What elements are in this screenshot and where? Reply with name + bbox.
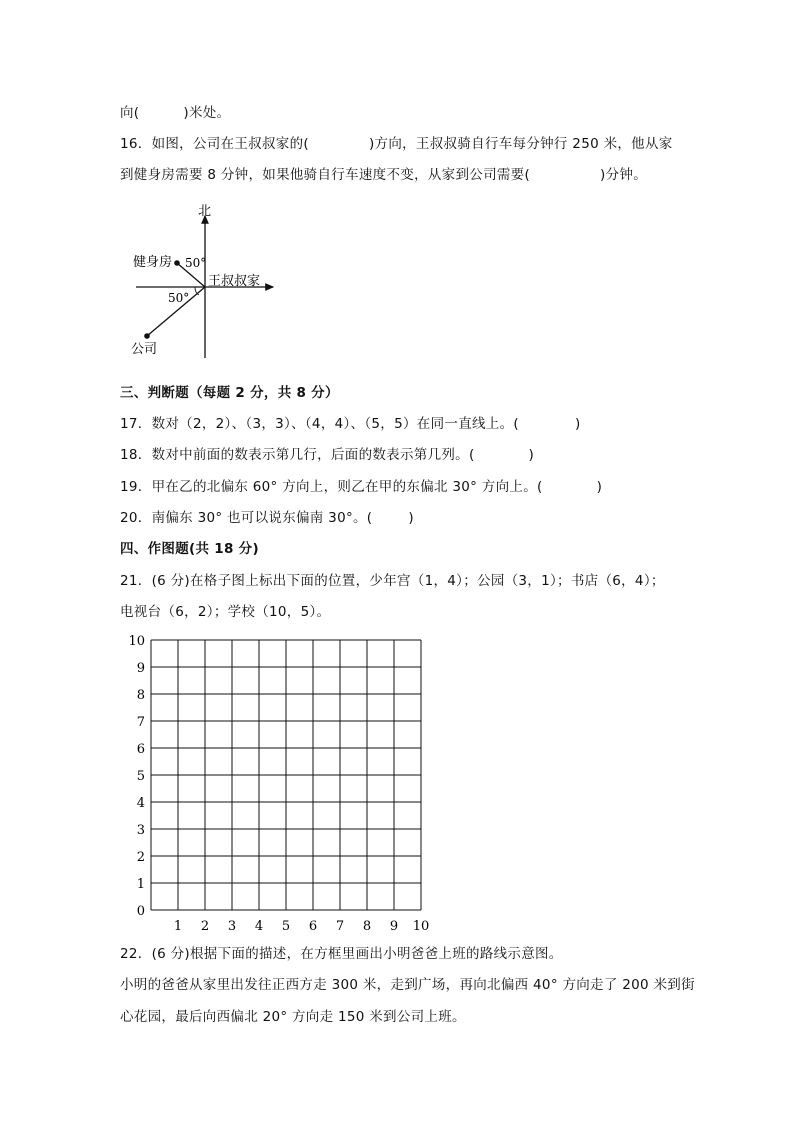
- q15-tail: [120, 104, 230, 122]
- x-tick-label: 2: [200, 919, 210, 934]
- y-tick-label: 10: [128, 634, 145, 649]
- y-tick-label: 2: [136, 850, 145, 865]
- q15-tail-post: )米处。: [183, 105, 231, 121]
- angle-bottom-label: 50°: [168, 291, 190, 305]
- q19-text: 19．甲在乙的北偏东 60° 方向上，则乙在甲的东偏北 30° 方向上。(: [120, 479, 543, 495]
- q20-text: 20．南偏东 30° 也可以说东偏南 30°。(: [120, 510, 373, 526]
- q16-line1: [120, 135, 673, 153]
- q21-line1: 21．(6 分)在格子图上标出下面的位置，少年宫（1，4）；公园（3，1）；书店（6，4）；: [120, 573, 665, 589]
- angle-top-label: 50°: [185, 256, 207, 270]
- y-tick-label: 5: [136, 769, 145, 784]
- x-tick-label: 10: [412, 919, 430, 934]
- company-dot: [144, 333, 150, 339]
- x-tick-label: 3: [227, 919, 237, 934]
- x-tick-label: 1: [173, 919, 183, 934]
- y-tick-label: 9: [136, 661, 145, 676]
- q15-tail-pre: 向(: [120, 105, 140, 121]
- compass-diagram: [128, 198, 288, 363]
- y-tick-label: 8: [136, 688, 145, 703]
- close-paren: ): [596, 479, 603, 495]
- angle-arc-bottom: [195, 287, 199, 295]
- close-paren: ): [574, 416, 581, 432]
- q18: [120, 446, 534, 464]
- q21-line2: 电视台（6，2）；学校（10，5）。: [120, 604, 331, 620]
- q16-line1-pre: 16．如图，公司在王叔叔家的(: [120, 136, 309, 152]
- y-tick-label: 0: [136, 904, 145, 919]
- y-tick-label: 1: [136, 877, 145, 892]
- q16-line2-post: )分钟。: [600, 167, 648, 183]
- q17: [120, 415, 581, 433]
- q16-line2: [120, 166, 647, 184]
- y-tick-label: 3: [136, 823, 145, 838]
- q22-line1: 22．(6 分)根据下面的描述，在方框里画出小明爸爸上班的路线示意图。: [120, 946, 563, 962]
- q22-line3: 心花园，最后向西偏北 20° 方向走 150 米到公司上班。: [120, 1009, 466, 1025]
- x-tick-label: 9: [389, 919, 399, 934]
- q22-line2: 小明的爸爸从家里出发往正西方走 300 米，走到广场，再向北偏西 40° 方向走了 200 米到街: [120, 977, 695, 993]
- north-label: 北: [198, 204, 212, 219]
- section4-title: 四、作图题(共 18 分): [120, 541, 259, 557]
- x-tick-label: 8: [362, 919, 372, 934]
- q16-line1-post: )方向，王叔叔骑自行车每分钟行 250 米，他从家: [368, 136, 673, 152]
- x-tick-label: 6: [308, 919, 318, 934]
- coordinate-grid[interactable]: [118, 630, 438, 935]
- q18-text: 18．数对中前面的数表示第几行，后面的数表示第几列。(: [120, 447, 475, 463]
- company-label: 公司: [131, 342, 158, 357]
- q20: [120, 509, 414, 527]
- x-tick-label: 7: [335, 919, 345, 934]
- x-tick-label: 5: [281, 919, 291, 934]
- q17-text: 17．数对（2，2）、（3，3）、（4，4）、（5，5）在同一直线上。(: [120, 416, 519, 432]
- close-paren: ): [408, 510, 414, 526]
- y-tick-label: 7: [136, 715, 145, 730]
- x-tick-label: 4: [254, 919, 264, 934]
- home-label: 王叔叔家: [208, 274, 261, 289]
- q19: [120, 478, 602, 496]
- y-tick-label: 4: [136, 796, 145, 811]
- section3-title: 三、判断题（每题 2 分，共 8 分）: [120, 385, 339, 401]
- y-tick-label: 6: [136, 742, 145, 757]
- q16-line2-pre: 到健身房需要 8 分钟，如果他骑自行车速度不变，从家到公司需要(: [120, 167, 531, 183]
- gym-dot: [174, 260, 180, 266]
- gym-label: 健身房: [133, 255, 173, 270]
- close-paren: ): [528, 447, 535, 463]
